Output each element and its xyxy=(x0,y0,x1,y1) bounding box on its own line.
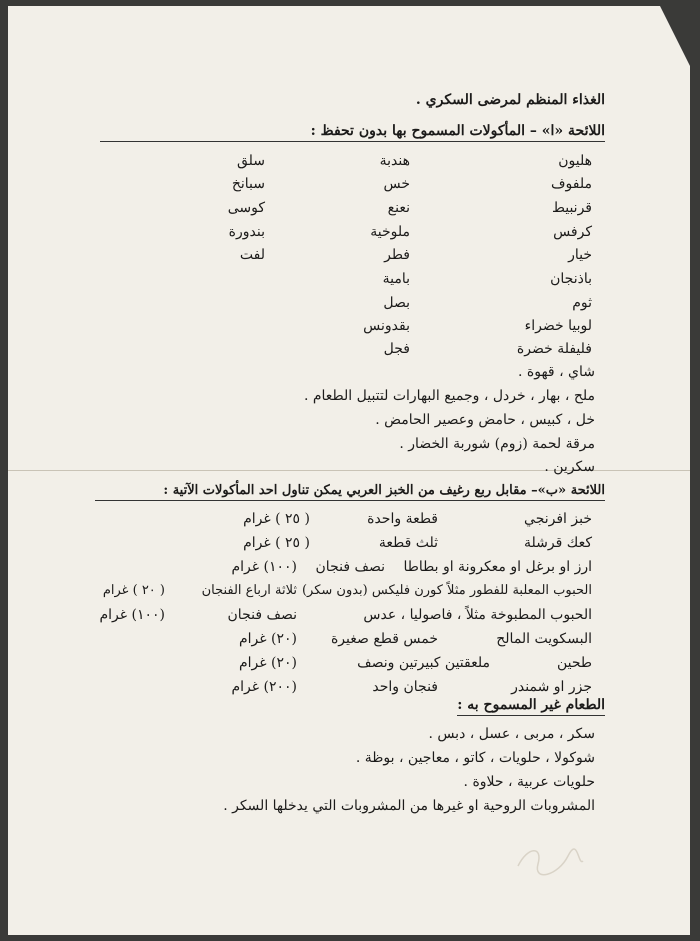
list-a-item: لفت xyxy=(239,247,265,263)
list-a-line: خل ، كبيس ، حامض وعصير الحامض . xyxy=(375,412,595,428)
list-b-row xyxy=(48,655,610,677)
list-a-item: بامية xyxy=(382,271,410,287)
food-weight: (١٠٠) غرام xyxy=(231,559,297,575)
list-b-heading: اللائحة «ب»– مقابل ربع رغيف من الخبز العربي يمكن تناول احد المأكولات الآتية : xyxy=(95,483,605,501)
list-a-item: فليفلة خضرة xyxy=(516,341,592,357)
list-a-item: هندبة xyxy=(379,153,410,169)
list-a-row xyxy=(48,224,610,246)
list-a-line: ملح ، بهار ، خردل ، وجميع البهارات لتتبيل الطعام . xyxy=(303,388,595,404)
food-item: ارز او برغل او معكرونة او بطاطا xyxy=(403,559,592,575)
food-quantity: نصف فنجان xyxy=(315,559,385,575)
forbidden-line: شوكولا ، حلويات ، كاتو ، معاجين ، بوظة . xyxy=(355,750,595,766)
list-a-row xyxy=(48,341,610,363)
food-quantity: نصف فنجان xyxy=(227,607,297,623)
forbidden-line: حلويات عربية ، حلاوة . xyxy=(463,774,595,790)
food-item: طحين xyxy=(556,655,592,671)
list-a-row xyxy=(48,318,610,340)
food-quantity: ثلاثة ارباع الفنجان xyxy=(201,583,297,598)
list-a-item: بندورة xyxy=(228,224,265,240)
food-item: كعك قرشلة xyxy=(524,535,592,551)
list-a-row xyxy=(48,153,610,175)
food-weight: (٢٠) غرام xyxy=(238,655,297,671)
list-a-item: بقدونس xyxy=(363,318,410,334)
food-weight: (٢٠٠) غرام xyxy=(231,679,297,695)
list-a-item: هليون xyxy=(558,153,592,169)
list-a-item: كرفس xyxy=(553,224,592,240)
list-b-row xyxy=(48,631,610,653)
list-b-row xyxy=(48,559,610,581)
list-a-item: سلق xyxy=(236,153,265,169)
food-quantity: فنجان واحد xyxy=(372,679,438,695)
forbidden-line: المشروبات الروحية او غيرها من المشروبات التي يدخلها السكر . xyxy=(223,798,595,814)
food-item: خبز افرنجي xyxy=(524,511,592,527)
food-quantity: ملعقتين كبيرتين ونصف xyxy=(357,655,490,671)
list-a-item: باذنجان xyxy=(550,271,592,287)
list-a-row xyxy=(48,200,610,222)
document-page xyxy=(8,6,690,935)
list-b-row xyxy=(48,535,610,557)
list-a-line: شاي ، قهوة . xyxy=(518,364,595,380)
list-a-item: خيار xyxy=(568,247,592,263)
list-a-row xyxy=(48,176,610,198)
list-a-row xyxy=(48,247,610,269)
list-a-item: ثوم xyxy=(572,295,592,311)
list-a-item: قرنبيط xyxy=(551,200,592,216)
food-item: الحبوب المطبوخة مثلاً ، فاصوليا ، عدس xyxy=(363,607,592,623)
list-b-row xyxy=(48,511,610,533)
forbidden-heading: الطعام غير المسموح به : xyxy=(457,697,605,716)
list-a-row xyxy=(48,271,610,293)
list-b-row xyxy=(48,607,610,629)
list-a-item: ملوخية xyxy=(370,224,410,240)
list-a-item: فطر xyxy=(384,247,410,263)
list-a-item: خس xyxy=(383,176,410,192)
food-weight: ( ٢٥ ) غرام xyxy=(243,535,310,551)
list-a-row xyxy=(48,295,610,317)
food-weight: ( ٢٠ ) غرام xyxy=(102,583,165,598)
food-item: جزر او شمندر xyxy=(511,679,592,695)
signature-mark xyxy=(508,836,588,886)
food-quantity: قطعة واحدة xyxy=(367,511,438,527)
food-item: الحبوب المعلبة للفطور مثلاً كورن فليكس (بدون سكر) xyxy=(301,583,592,598)
food-item: البسكويت المالح xyxy=(496,631,592,647)
food-weight: (١٠٠) غرام xyxy=(99,607,165,623)
forbidden-line: سكر ، مربى ، عسل ، دبس . xyxy=(428,726,595,742)
food-weight: (٢٠) غرام xyxy=(238,631,297,647)
list-b-row xyxy=(48,583,610,605)
food-quantity: خمس قطع صغيرة xyxy=(330,631,438,647)
food-quantity: ثلث قطعة xyxy=(378,535,438,551)
list-a-item: لوبيا خضراء xyxy=(524,318,592,334)
food-weight: ( ٢٥ ) غرام xyxy=(243,511,310,527)
list-a-item: بصل xyxy=(383,295,410,311)
list-a-line: سكرين . xyxy=(544,459,595,475)
list-a-item: سبانخ xyxy=(231,176,265,192)
torn-corner xyxy=(660,6,690,66)
list-a-line: مرقة لحمة (زوم) شوربة الخضار . xyxy=(399,436,595,452)
list-a-item: ملفوف xyxy=(551,176,592,192)
list-a-item: نعنع xyxy=(387,200,410,216)
list-a-item: كوسى xyxy=(227,200,265,216)
document-title: الغذاء المنظم لمرضى السكري . xyxy=(415,92,605,108)
list-a-item: فجل xyxy=(383,341,410,357)
list-a-heading: اللائحة «ا» – المأكولات المسموح بها بدون تحفظ : xyxy=(100,123,605,142)
